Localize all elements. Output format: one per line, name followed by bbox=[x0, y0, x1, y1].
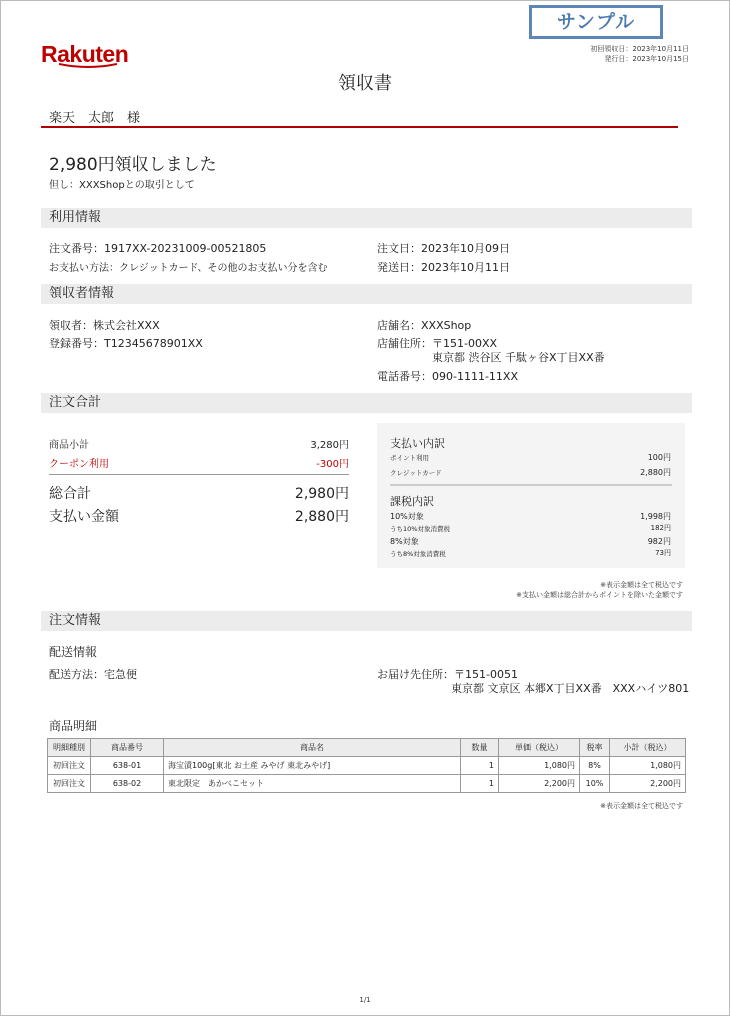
coupon-label: クーポン利用 bbox=[49, 459, 109, 470]
cell-unit-price: 1,080円 bbox=[499, 757, 580, 775]
payment-method: お支払い方法：クレジットカード、その他のお支払い分を含む bbox=[49, 263, 328, 274]
col-quantity: 数量 bbox=[461, 739, 499, 757]
items-heading: 商品明細 bbox=[49, 719, 98, 733]
recipient-divider bbox=[41, 126, 678, 128]
tax-included-note-2: ※表示金額は全て税込です bbox=[600, 802, 683, 810]
table-row bbox=[48, 775, 686, 793]
col-unit-price: 単価（税込） bbox=[499, 739, 580, 757]
tax-breakdown-heading: 課税内訳 bbox=[390, 495, 434, 508]
rakuten-logo: Rakuten bbox=[41, 41, 129, 67]
section-order-info-heading: 注文情報 bbox=[41, 611, 692, 631]
tax8-value: 982円 bbox=[647, 537, 671, 546]
cell-quantity: 1 bbox=[461, 757, 499, 775]
first-receipt-date: 初回領収日：2023年10月11日 bbox=[590, 45, 689, 53]
tax10-value: 1,998円 bbox=[640, 512, 671, 521]
col-item-number: 商品番号 bbox=[91, 739, 164, 757]
tax8-inner-value: 73円 bbox=[655, 549, 671, 557]
cell-unit-price: 2,200円 bbox=[499, 775, 580, 793]
issue-dates bbox=[590, 44, 689, 64]
grand-total-label: 総合計 bbox=[49, 486, 91, 502]
delivery-heading: 配送情報 bbox=[49, 645, 98, 659]
order-date: 注文日：2023年10月09日 bbox=[377, 242, 510, 255]
subtotal-label: 商品小計 bbox=[49, 440, 89, 451]
points-label: ポイント利用 bbox=[390, 454, 429, 462]
receiver: 領収者：株式会社XXX bbox=[49, 319, 160, 332]
points-value: 100円 bbox=[647, 453, 671, 462]
shop-address-line2: 東京都 渋谷区 千駄ヶ谷X丁目XX番 bbox=[432, 351, 605, 364]
section-usage-heading: 利用情報 bbox=[41, 208, 692, 228]
items-table-header bbox=[48, 739, 686, 757]
tax8-inner-label: うち8%対象消費税 bbox=[390, 550, 446, 558]
cell-type: 初回注文 bbox=[48, 757, 91, 775]
paid-amount-value: 2,880円 bbox=[294, 509, 349, 525]
cell-quantity: 1 bbox=[461, 775, 499, 793]
cell-tax-rate: 10% bbox=[580, 775, 610, 793]
shop-address-line1: 店舗住所：〒151-00XX bbox=[377, 337, 498, 350]
delivery-address-line2: 東京都 文京区 本郷X丁目XX番 XXXハイツ801 bbox=[451, 682, 690, 695]
totals-divider bbox=[49, 474, 349, 475]
page-number: 1/1 bbox=[359, 996, 371, 1004]
tax10-label: 10%対象 bbox=[390, 512, 424, 521]
cell-line-subtotal: 2,200円 bbox=[610, 775, 686, 793]
registration-number: 登録番号：T12345678901XX bbox=[49, 337, 203, 350]
ship-date: 発送日：2023年10月11日 bbox=[377, 261, 510, 274]
tax10-inner-label: うち10%対象消費税 bbox=[390, 525, 450, 533]
cell-item-name: 海宝漬100g[東北 お土産 みやげ 東北みやげ] bbox=[164, 757, 461, 775]
payment-breakdown-heading: 支払い内訳 bbox=[390, 437, 445, 450]
tax8-label: 8%対象 bbox=[390, 537, 419, 546]
section-issuer-heading: 領収者情報 bbox=[41, 284, 692, 304]
tax10-inner-value: 182円 bbox=[650, 524, 671, 532]
shop-name: 店舗名：XXXShop bbox=[377, 319, 472, 332]
section-totals-heading: 注文合計 bbox=[41, 393, 692, 413]
col-line-subtotal: 小計（税込） bbox=[610, 739, 686, 757]
coupon-value: -300円 bbox=[316, 459, 349, 470]
payment-breakdown-box bbox=[377, 423, 685, 568]
recipient-name: 楽天 太郎 様 bbox=[49, 111, 141, 126]
shop-phone: 電話番号：090-1111-11XX bbox=[377, 370, 518, 383]
cell-item-number: 638-02 bbox=[91, 775, 164, 793]
card-value: 2,880円 bbox=[640, 468, 671, 477]
col-type: 明細種別 bbox=[48, 739, 91, 757]
card-label: クレジットカード bbox=[390, 469, 442, 477]
items-table bbox=[47, 738, 686, 793]
table-row bbox=[48, 757, 686, 775]
cell-line-subtotal: 1,080円 bbox=[610, 757, 686, 775]
proviso: 但し：XXXShopとの取引として bbox=[49, 180, 195, 191]
cell-item-name: 東北限定 あかべこセット bbox=[164, 775, 461, 793]
cell-item-number: 638-01 bbox=[91, 757, 164, 775]
tax-included-note: ※表示金額は全て税込です bbox=[600, 581, 683, 589]
paid-amount-note: ※支払い金額は総合計からポイントを除いた金額です bbox=[516, 591, 683, 599]
document-title: 領収書 bbox=[338, 73, 392, 94]
delivery-method: 配送方法：宅急便 bbox=[49, 668, 137, 681]
col-item-name: 商品名 bbox=[164, 739, 461, 757]
subtotal-value: 3,280円 bbox=[310, 440, 349, 451]
issue-date: 発行日：2023年10月15日 bbox=[604, 55, 689, 63]
received-amount: 2,980円領収しました bbox=[49, 155, 217, 175]
cell-type: 初回注文 bbox=[48, 775, 91, 793]
cell-tax-rate: 8% bbox=[580, 757, 610, 775]
paid-amount-label: 支払い金額 bbox=[49, 509, 119, 525]
delivery-address-line1: お届け先住所：〒151-0051 bbox=[377, 668, 518, 681]
col-tax-rate: 税率 bbox=[580, 739, 610, 757]
order-number: 注文番号：1917XX-20231009-00521805 bbox=[49, 242, 267, 255]
breakdown-divider bbox=[390, 484, 672, 486]
grand-total-value: 2,980円 bbox=[294, 486, 349, 502]
sample-stamp: サンプル bbox=[529, 5, 663, 39]
